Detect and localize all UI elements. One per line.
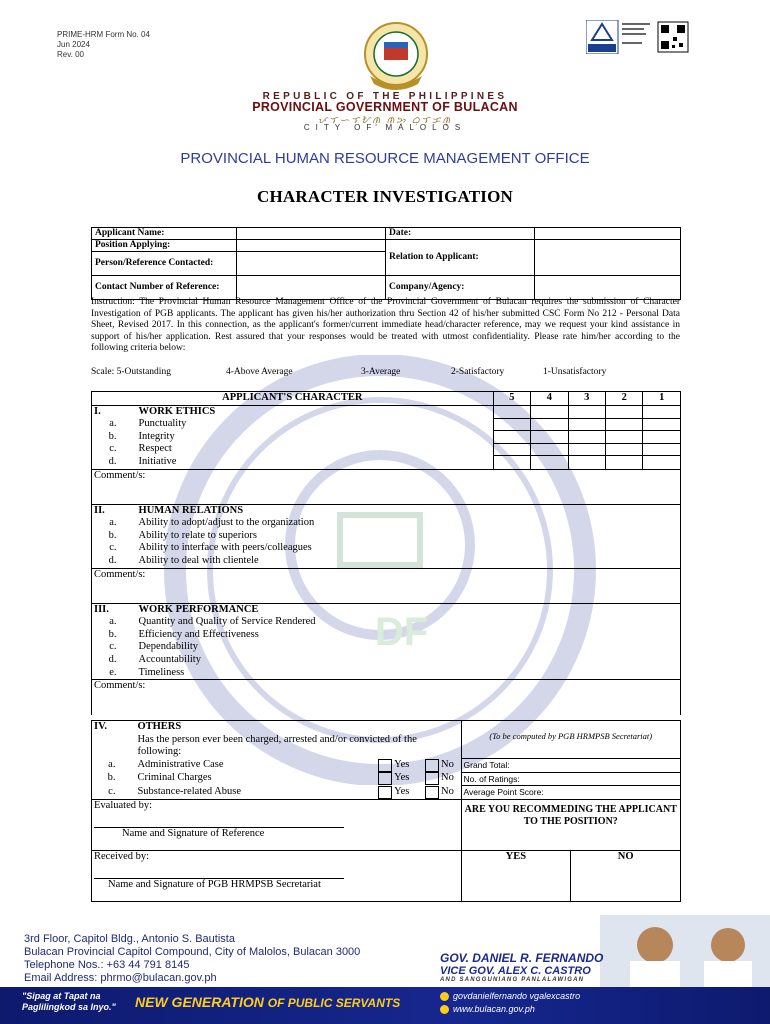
- scale-1: 1-Unsatisfactory: [543, 367, 607, 377]
- rating-cell[interactable]: [493, 418, 530, 431]
- person-reference-field[interactable]: [237, 252, 386, 276]
- rating-cell[interactable]: [568, 443, 605, 456]
- criterion-label: Ability to interface with peers/colleagues: [119, 542, 681, 555]
- rating-cell[interactable]: [493, 431, 530, 444]
- rating-cell[interactable]: [493, 443, 530, 456]
- rating-cell[interactable]: [643, 431, 681, 444]
- case-label: Criminal Charges: [137, 772, 212, 784]
- relation-label: Relation to Applicant:: [386, 240, 535, 276]
- form-meta: [57, 30, 150, 60]
- city-heading: CITY OF MALOLOS: [303, 123, 467, 132]
- sanggunian-label: AND SANGGUNIANG PANLALAWIGAN: [440, 977, 585, 983]
- yes-checkbox[interactable]: [378, 772, 392, 785]
- social-links: [440, 990, 580, 1016]
- yes-checkbox[interactable]: [378, 786, 392, 799]
- position-field[interactable]: [237, 240, 386, 252]
- rating-cell[interactable]: [643, 418, 681, 431]
- applicant-name-field[interactable]: [237, 228, 386, 240]
- new-generation-banner: [135, 994, 400, 1010]
- company-label: Company/Agency:: [386, 276, 535, 300]
- character-header: APPLICANT'S CHARACTER: [92, 392, 494, 406]
- section-title-work-performance: WORK PERFORMANCE: [119, 603, 681, 616]
- reference-signature-label: Name and Signature of Reference: [122, 828, 265, 840]
- rating-2-header: 2: [606, 392, 643, 406]
- new-generation-text: NEW GENERATION: [135, 994, 264, 1010]
- section-number: II.: [92, 504, 119, 517]
- rating-cell[interactable]: [643, 456, 681, 469]
- average-score-label: Average Point Score:: [461, 786, 681, 800]
- received-by-field[interactable]: [92, 851, 462, 902]
- address-line-1: 3rd Floor, Capitol Bldg., Antonio S. Bautista: [24, 933, 235, 945]
- no-checkbox[interactable]: [425, 759, 439, 772]
- criterion-label: Respect: [119, 443, 494, 456]
- criterion-label: Quantity and Quality of Service Rendered: [119, 616, 681, 629]
- baybayin-text: ᜉᜎᜑᜎᜀᜈ᜔ ᜈᜅ᜔ ᜊᜓᜎᜃᜈ᜔: [317, 115, 453, 125]
- telephone: Telephone Nos.: +63 44 791 8145: [24, 959, 190, 971]
- yes-checkbox[interactable]: [378, 759, 392, 772]
- relation-field[interactable]: [535, 240, 681, 276]
- table-row: e. Timeliness: [92, 667, 681, 680]
- table-row: c. Substance-related Abuse Yes No Average Point Score:: [92, 786, 681, 800]
- section-number: I.: [92, 405, 119, 418]
- rating-cell[interactable]: [493, 456, 530, 469]
- bulacan-seal-logo: [354, 20, 438, 92]
- facebook-icon: [440, 992, 449, 1001]
- rating-3-header: 3: [568, 392, 605, 406]
- recommend-yes-option[interactable]: YES: [462, 851, 572, 901]
- criterion-label: Ability to relate to superiors: [119, 530, 681, 543]
- section-title-others: OTHERS: [117, 721, 461, 734]
- secretariat-signature-label: Name and Signature of PGB HRMPSB Secretariat: [108, 879, 321, 891]
- contact-number-field[interactable]: [237, 276, 386, 300]
- rating-5-header: 5: [493, 392, 530, 406]
- received-by-label: Received by:: [94, 851, 150, 863]
- table-row: d. Initiative: [92, 456, 681, 469]
- criterion-label: Dependability: [119, 641, 681, 654]
- form-revision: Rev. 00: [57, 50, 84, 59]
- rating-cell[interactable]: [568, 418, 605, 431]
- scale-5: Scale: 5-Outstanding: [91, 367, 171, 377]
- republic-heading: REPUBLIC OF THE PHILIPPINES: [262, 91, 508, 102]
- evaluated-by-field[interactable]: [92, 800, 462, 851]
- rating-cell[interactable]: [568, 456, 605, 469]
- table-row: d. Ability to deal with clientele: [92, 555, 681, 568]
- applicant-info-table: [91, 227, 681, 300]
- comments-field-human-relations[interactable]: [92, 568, 681, 603]
- character-rating-table: [91, 391, 681, 715]
- table-row: b. Integrity: [92, 431, 681, 444]
- criterion-label: Initiative: [119, 456, 494, 469]
- table-row: b. Criminal Charges Yes No No. of Ratings:: [92, 772, 681, 786]
- position-label: Position Applying:: [92, 240, 237, 252]
- rating-cell[interactable]: [606, 456, 643, 469]
- table-row: b. Efficiency and Effectiveness: [92, 629, 681, 642]
- grand-total-label: Grand Total:: [461, 759, 681, 773]
- scale-3: 3-Average: [361, 367, 401, 377]
- criterion-label: Efficiency and Effectiveness: [119, 629, 681, 642]
- section-title-human-relations: HUMAN RELATIONS: [119, 504, 681, 517]
- date-label: Date:: [386, 228, 535, 240]
- vice-governor-name: VICE GOV. ALEX C. CASTRO: [440, 965, 591, 977]
- instruction-text: Instruction: The Provincial Human Resource Management Office of the Provincial Government of Bulacan requires the submission of Character Investigation of PGB applicants. The applicant has given his/her authorization thru Section 42 of his/her submitted CSC Form No 212 - Personal Data Sheet, Revised 2017. In this connection, as the applicant's former/current immediate head/character reference, may we request your kind assistance in support of his/her application. Rest assured that your responses would be treated with utmost confidentiality. Please rate him/her according to the following criteria below:: [91, 297, 680, 354]
- form-number: PRIME-HRM Form No. 04: [57, 30, 150, 39]
- no-checkbox[interactable]: [425, 772, 439, 785]
- criterion-label: Timeliness: [119, 667, 681, 680]
- comments-field-work-ethics[interactable]: [92, 469, 681, 504]
- table-row: a. Administrative Case Yes No Grand Total:: [92, 759, 681, 773]
- contact-number-label: Contact Number of Reference:: [92, 276, 237, 300]
- scale-2: 2-Satisfactory: [451, 367, 505, 377]
- criterion-label: Accountability: [119, 654, 681, 667]
- rating-1-header: 1: [643, 392, 681, 406]
- scale-4: 4-Above Average: [226, 367, 293, 377]
- slogan: "Sipag at Tapat na Paglilingkod sa Inyo.": [22, 991, 116, 1012]
- office-heading: PROVINCIAL HUMAN RESOURCE MANAGEMENT OFFICE: [180, 150, 590, 167]
- email-address: Email Address: phrmo@bulacan.gov.ph: [24, 972, 217, 984]
- table-row: a. Punctuality: [92, 418, 681, 431]
- public-servants-text: OF PUBLIC SERVANTS: [267, 996, 401, 1010]
- criterion-label: Punctuality: [119, 418, 494, 431]
- person-reference-label: Person/Reference Contacted:: [92, 252, 237, 276]
- svg-text:DF: DF: [375, 610, 429, 654]
- rating-cell[interactable]: [568, 431, 605, 444]
- recommend-question: ARE YOU RECOMMEDING THE APPLICANT TO THE POSITION?: [461, 800, 681, 851]
- rating-cell[interactable]: [606, 431, 643, 444]
- comments-label: Comment/s:: [94, 568, 146, 580]
- criterion-label: Integrity: [119, 431, 494, 444]
- document-title: CHARACTER INVESTIGATION: [256, 187, 514, 206]
- government-heading: PROVINCIAL GOVERNMENT OF BULACAN: [252, 100, 518, 114]
- table-row: a. Ability to adopt/adjust to the organization: [92, 517, 681, 530]
- applicant-name-label: Applicant Name:: [92, 228, 237, 240]
- rating-cell[interactable]: [531, 418, 568, 431]
- comments-field-work-performance[interactable]: [92, 680, 681, 715]
- rating-4-header: 4: [531, 392, 568, 406]
- globe-icon: [440, 1005, 449, 1014]
- comments-label: Comment/s:: [94, 469, 146, 481]
- rating-cell[interactable]: [531, 443, 568, 456]
- table-row: c. Ability to interface with peers/colleagues: [92, 542, 681, 555]
- section-title-work-ethics: WORK ETHICS: [119, 405, 494, 418]
- others-question: Has the person ever been charged, arrested and/or convicted of the following:: [117, 734, 461, 759]
- governor-name: GOV. DANIEL R. FERNANDO: [440, 951, 604, 965]
- no-checkbox[interactable]: [425, 786, 439, 799]
- governor-photos: [600, 905, 770, 987]
- company-field[interactable]: [535, 276, 681, 300]
- table-row: d. Accountability: [92, 654, 681, 667]
- officials-block: [440, 951, 603, 983]
- table-row: a. Quantity and Quality of Service Rendered: [92, 616, 681, 629]
- rating-cell[interactable]: [606, 443, 643, 456]
- computed-note: (To be computed by PGB HRMPSB Secretariat): [461, 721, 681, 759]
- office-address: [24, 933, 360, 985]
- case-label: Substance-related Abuse: [137, 785, 241, 797]
- criterion-label: Ability to deal with clientele: [119, 555, 681, 568]
- section-number: IV.: [92, 721, 118, 734]
- address-line-2: Bulacan Provincial Capitol Compound, City of Malolos, Bulacan 3000: [24, 946, 361, 958]
- table-row: b. Ability to relate to superiors: [92, 530, 681, 543]
- facebook-handles[interactable]: govdanielfernando vgalexcastro: [453, 991, 581, 1001]
- comments-label: Comment/s:: [94, 680, 146, 692]
- section-number: III.: [92, 603, 119, 616]
- case-label: Administrative Case: [137, 758, 224, 770]
- rating-cell[interactable]: [531, 431, 568, 444]
- number-of-ratings-label: No. of Ratings:: [461, 772, 681, 786]
- table-row: c. Dependability: [92, 641, 681, 654]
- website-link[interactable]: www.bulacan.gov.ph: [453, 1004, 535, 1014]
- form-date: Jun 2024: [57, 40, 90, 49]
- rating-cell[interactable]: [606, 418, 643, 431]
- rating-cell[interactable]: [531, 456, 568, 469]
- recommend-no-option[interactable]: NO: [617, 851, 634, 863]
- date-field[interactable]: [535, 228, 681, 240]
- others-section-table: [91, 720, 681, 902]
- rating-cell[interactable]: [643, 443, 681, 456]
- table-row: c. Respect: [92, 443, 681, 456]
- iso-certification-badge: [586, 20, 690, 54]
- evaluated-by-label: Evaluated by:: [94, 800, 153, 812]
- criterion-label: Ability to adopt/adjust to the organization: [119, 517, 681, 530]
